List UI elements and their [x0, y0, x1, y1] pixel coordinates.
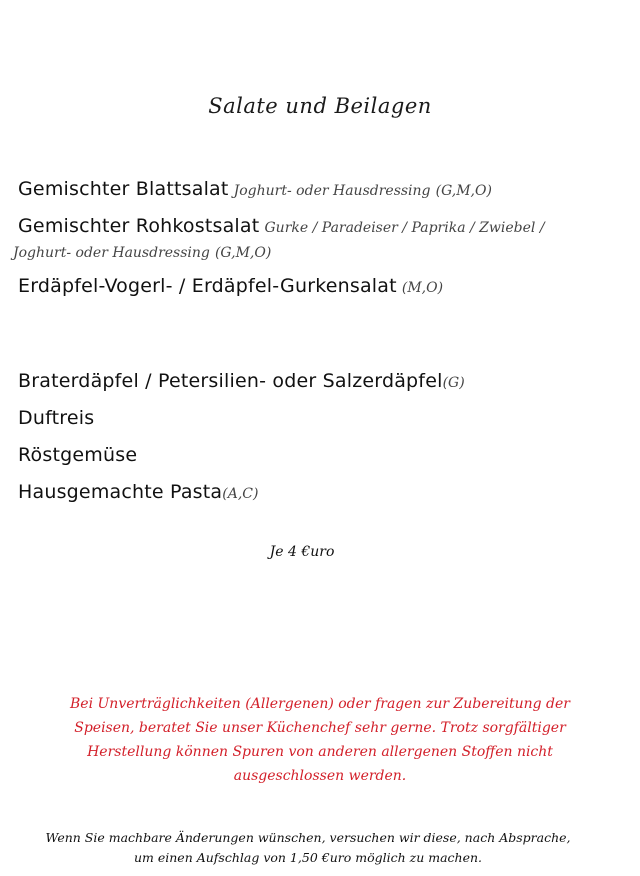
price-note: Je 4 €uro	[269, 544, 335, 560]
item-name: Gemischter Blattsalat	[18, 178, 229, 200]
item-description: Gurke / Paradeiser / Paprika / Zwiebel /	[264, 220, 545, 236]
item-description-line2: Joghurt- oder Hausdressing	[13, 245, 210, 261]
item-name: Braterdäpfel / Petersilien- oder Salzerdäpfel	[18, 370, 443, 392]
menu-item-erdaepfel	[18, 369, 618, 395]
menu-item-pasta	[18, 480, 618, 506]
allergen-notice-line: ausgeschlossen werden.	[233, 768, 407, 784]
menu-item-roestgemuese	[18, 443, 618, 468]
allergen-codes: (A,C)	[222, 486, 259, 502]
allergen-codes: (G,M,O)	[435, 183, 492, 199]
item-name: Röstgemüse	[18, 444, 138, 466]
allergen-notice-line: Bei Unverträglichkeiten (Allergenen) oder fragen zur Zubereitung der	[70, 696, 570, 712]
footer-note-line: Wenn Sie machbare Änderungen wünschen, versuchen wir diese, nach Absprache,	[45, 830, 571, 845]
item-name: Erdäpfel-Vogerl- / Erdäpfel-Gurkensalat	[18, 275, 397, 297]
menu-item-duftreis	[18, 406, 618, 431]
allergen-codes: (G,M,O)	[214, 245, 272, 261]
allergen-notice-line: Herstellung können Spuren von anderen allergenen Stoffen nicht	[87, 744, 553, 760]
item-name: Hausgemachte Pasta	[18, 481, 223, 503]
menu-item-erdaepfelsalat	[18, 274, 618, 300]
allergen-codes: (M,O)	[401, 280, 444, 296]
footer-note-line: um einen Aufschlag von 1,50 €uro möglich zu machen.	[133, 850, 483, 865]
menu-item-blattsalat	[18, 177, 618, 203]
item-name: Duftreis	[18, 407, 95, 429]
item-name: Gemischter Rohkostsalat	[18, 215, 260, 237]
menu-item-rohkostsalat	[13, 214, 618, 265]
page-title: Salate und Beilagen	[208, 94, 432, 118]
footer-note	[0, 828, 616, 868]
allergen-notice	[20, 692, 620, 788]
allergen-notice-line: Speisen, beratet Sie unser Küchenchef sehr gerne. Trotz sorgfältiger	[74, 720, 566, 736]
allergen-codes: (G)	[442, 375, 465, 391]
item-description: Joghurt- oder Hausdressing	[233, 183, 431, 199]
